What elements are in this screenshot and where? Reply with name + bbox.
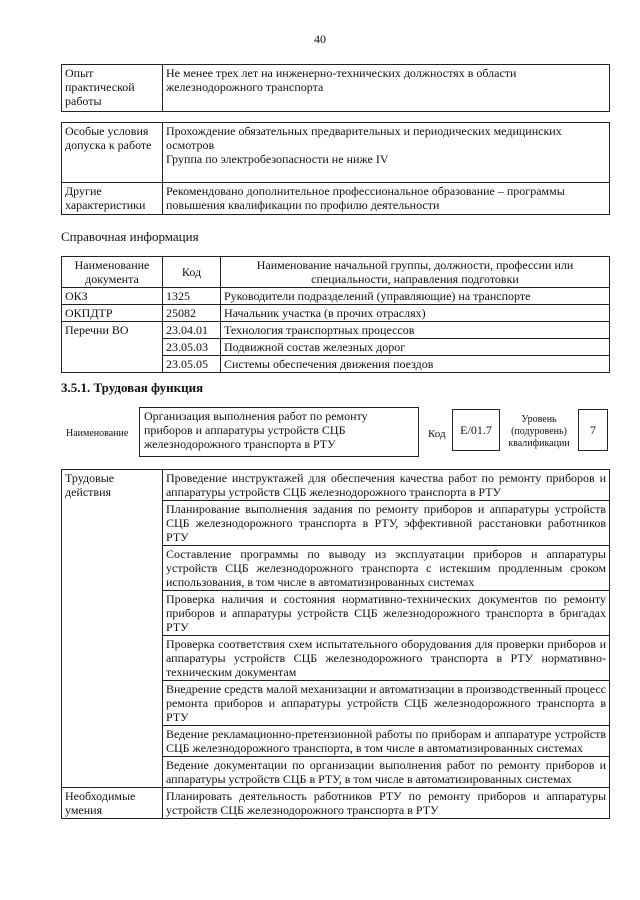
skill-item: Планировать деятельность работников РТУ по ремонту приборов и аппаратуры устройств СЦБ железнодорожного транспорта в РТУ xyxy=(163,788,610,819)
action-item: Проверка соответствия схем испытательного оборудования для проверки приборов и аппаратуры устройств СЦБ железнодорожного транспорта в РТУ нормативно-техническим документам xyxy=(163,636,610,681)
other-characteristics-value: Рекомендовано дополнительное профессиональное образование – программы повышения квалификации по профилю деятельности xyxy=(163,183,610,215)
ref-name: Подвижной состав железных дорог xyxy=(221,339,610,356)
action-item: Проведение инструктажей для обеспечения качества работ по ремонту приборов и аппаратуры устройств СЦБ железнодорожного транспорта в РТУ xyxy=(163,470,610,501)
ref-header-doc: Наименование документа xyxy=(62,257,163,288)
function-level-value: 7 xyxy=(590,423,596,437)
ref-name: Начальник участка (в прочих отраслях) xyxy=(221,305,610,322)
page-number: 40 xyxy=(314,32,326,46)
action-item: Внедрение средств малой механизации и автоматизации в производственный процесс ремонта приборов и аппаратуры устройств СЦБ железнодорожного транспорта в РТУ xyxy=(163,681,610,726)
action-item: Ведение документации по организации выполнения работ по ремонту приборов и аппаратуры устройств СЦБ в РТУ, в том числе в автоматизированных системах xyxy=(163,757,610,788)
experience-value: Не менее трех лет на инженерно-технических должностях в области железнодорожного транспорта xyxy=(163,65,610,112)
ref-doc: Перечни ВО xyxy=(62,322,163,373)
ref-doc: ОКЗ xyxy=(62,288,163,305)
function-level-box xyxy=(578,409,608,451)
function-code-box xyxy=(452,409,500,451)
action-item: Проверка наличия и состояния нормативно-технических документов по ремонту приборов и аппаратуры устройств СЦБ железнодорожного транспорта в бригадах РТУ xyxy=(163,591,610,636)
action-item: Составление программы по выводу из эксплуатации приборов и аппаратуры устройств СЦБ железнодорожного транспорта с истекшим продленным сроком использования, в том числе в автоматизированных системах xyxy=(163,546,610,591)
table-row xyxy=(62,788,610,819)
ref-header-name: Наименование начальной группы, должности, профессии или специальности, направления подготовки xyxy=(221,257,610,288)
table-row xyxy=(62,322,610,339)
ref-doc: ОКПДТР xyxy=(62,305,163,322)
ref-header-code: Код xyxy=(163,257,221,288)
ref-code: 23.05.03 xyxy=(163,339,221,356)
ref-code: 25082 xyxy=(163,305,221,322)
reference-table xyxy=(61,256,610,373)
actions-table xyxy=(61,469,610,819)
special-condition-line: Прохождение обязательных предварительных и периодических медицинских осмотров xyxy=(166,124,562,152)
special-condition-line: Группа по электробезопасности не ниже IV xyxy=(166,152,389,166)
ref-name: Руководители подразделений (управляющие) на транспорте xyxy=(221,288,610,305)
special-table xyxy=(61,122,610,215)
special-conditions-label: Особые условия допуска к работе xyxy=(62,123,163,183)
function-name-value: Организация выполнения работ по ремонту приборов и аппаратуры устройств СЦБ железнодорожного транспорта в РТУ xyxy=(144,409,368,451)
special-conditions-value xyxy=(163,123,610,183)
actions-label: Трудовые действия xyxy=(62,470,163,788)
function-title: 3.5.1. Трудовая функция xyxy=(61,380,204,395)
ref-name: Системы обеспечения движения поездов xyxy=(221,356,610,373)
ref-code: 1325 xyxy=(163,288,221,305)
function-code-value: E/01.7 xyxy=(460,423,492,437)
experience-table xyxy=(61,64,610,112)
table-row xyxy=(62,305,610,322)
function-level-label: Уровень (подуровень) квалификации xyxy=(508,414,570,449)
table-row xyxy=(62,288,610,305)
function-code-label: Код xyxy=(428,428,446,440)
function-name-label: Наименование xyxy=(66,428,129,439)
ref-code: 23.04.01 xyxy=(163,322,221,339)
ref-code: 23.05.05 xyxy=(163,356,221,373)
ref-name: Технология транспортных процессов xyxy=(221,322,610,339)
action-item: Планирование выполнения задания по ремонту приборов и аппаратуры устройств СЦБ железнодорожного транспорта в РТУ, эффективной расстановки работников РТУ xyxy=(163,501,610,546)
other-characteristics-label: Другие характеристики xyxy=(62,183,163,215)
action-item: Ведение рекламационно-претензионной работы по приборам и аппаратуре устройств СЦБ железнодорожного транспорта, в том числе в автоматизированных системах xyxy=(163,726,610,757)
experience-label: Опыт практической работы xyxy=(62,65,163,112)
function-name-box xyxy=(139,407,419,457)
table-row xyxy=(62,470,610,501)
skills-label: Необходимые умения xyxy=(62,788,163,819)
reference-title: Справочная информация xyxy=(61,229,199,244)
